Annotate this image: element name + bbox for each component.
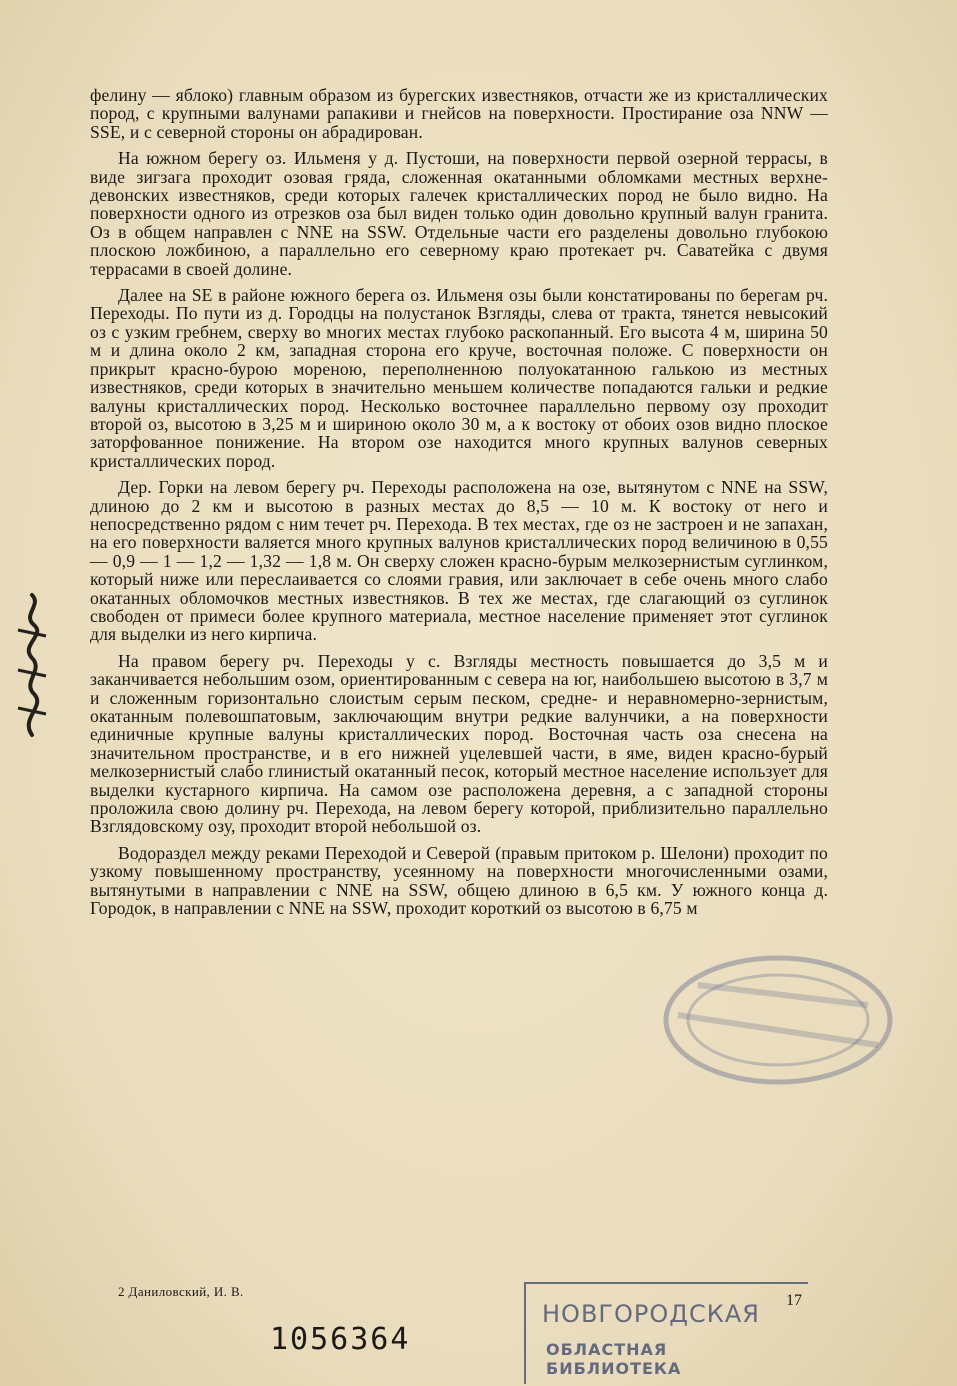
inventory-number: 1056364	[270, 1322, 411, 1357]
main-text	[90, 86, 828, 925]
page-number: 17	[786, 1292, 802, 1309]
paragraph-6: Водораздел между реками Переходой и Северой (правым притоком р. Шелони) проходит по узкому повышенному пространству, усеянному на поверхности многочисленными озами, вытянутыми в направлении с NNE на SSW, общею длиною в 6,5 км. У южного конца д. Городок, в направлении с NNE на SSW, проходит короткий оз высотою в 6,75 м	[90, 842, 828, 919]
handwritten-margin-note	[12, 590, 52, 740]
library-stamp	[524, 1282, 808, 1384]
footnote-author: 2 Даниловский, И. В.	[118, 1284, 244, 1299]
paragraph-1: фелину — яблоко) главным образом из бурегских известняков, отчасти же из кристаллических пород, с крупными валунами рапакиви и гнейсов на поверхности. Простирание оза NNW — SSE, и с северной стороны он абрадирован.	[90, 85, 828, 142]
paragraph-2: На южном берегу оз. Ильменя у д. Пустоши, на поверхности первой озерной террасы, в виде зигзага проходит озовая гряда, сложенная окатанными обломками местных верхне-девонских известняков, среди которых галечек кристаллических пород не было видно. На поверхности одного из отрезков оза был виден только один довольно крупный валун гранита. Оз в общем направлен с NNE на SSW. Отдельные части его разделены довольно глубокою плоскою ложбиною, а параллельно его северному краю протекает рч. Саватейка с двумя террасами в своей долине.	[90, 148, 828, 279]
library-stamp-line2: ОБЛАСТНАЯ БИБЛИОТЕКА	[546, 1340, 682, 1378]
faded-circular-stamp	[618, 945, 898, 1095]
paragraph-5: На правом берегу рч. Переходы у с. Взгляды местность повышается до 3,5 м и заканчивается небольшим озом, ориентированным с севера на юг, наибольшею высотою в 3,7 м и сложенным горизонтально слоистым серым песком, средне- и неравномерно-зернистым, окатанным полевошпатовым, заключающим внутри редкие валунчики, а на поверхности единичные крупные валуны кристаллических пород. Восточная часть оза снесена на значительном пространстве, и в его нижней уцелевшей части, в яме, виден красно-бурый мелкозернистый слабо глинистый окатанный песок, который местное население использует для выделки кустарного кирпича. На самом озе расположена деревня, а с западной стороны проложила свою долину рч. Перехода, на левом берегу которой, приблизительно параллельно Взглядовскому озу, проходит второй небольшой оз.	[90, 650, 828, 837]
paragraph-4: Дер. Горки на левом берегу рч. Переходы расположена на озе, вытянутом с NNE на SSW, длиною до 2 км и высотою в разных местах до 8,5 — 10 м. К востоку от него и непосредственно рядом с ним течет рч. Перехода. В тех местах, где оз не застроен и не запахан, на его поверхности валяется много крупных валунов кристаллических пород величиною в 0,55 — 0,9 — 1 — 1,2 — 1,32 — 1,8 м. Он сверху сложен красно-бурым мелкозернистым суглинком, который ниже или переслаивается со слоями гравия, или заключает в себе очень много слабо окатанных обломочков местных известняков. В тех же местах, где слагающий оз суглинок свободен от примеси более крупного материала, местное население применяет этот суглинок для выделки из него кирпича.	[90, 477, 828, 645]
paragraph-3: Далее на SE в районе южного берега оз. Ильменя озы были констатированы по берегам рч. Переходы. По пути из д. Городцы на полустанок Взгляды, слева от тракта, тянется невысокий оз с узким гребнем, сверху во многих местах глубоко раскопанный. Его высота 4 м, ширина 50 м и длина около 2 км, западная сторона его круче, восточная положе. С поверхности он прикрыт красно-бурою мореною, переполненною полуокатанною галькою из местных известняков, среди которых в значительно меньшем количестве попадаются гальки и редкие валуны кристаллических пород. Несколько восточнее параллельно первому озу проходит второй оз, высотою в 3,25 м и шириною около 30 м, а к востоку от обоих озов видно плоское заторфованное понижение. На втором озе находится много крупных валунов северных кристаллических пород.	[90, 285, 828, 471]
library-stamp-line1: НОВГОРОДСКАЯ	[542, 1300, 760, 1328]
